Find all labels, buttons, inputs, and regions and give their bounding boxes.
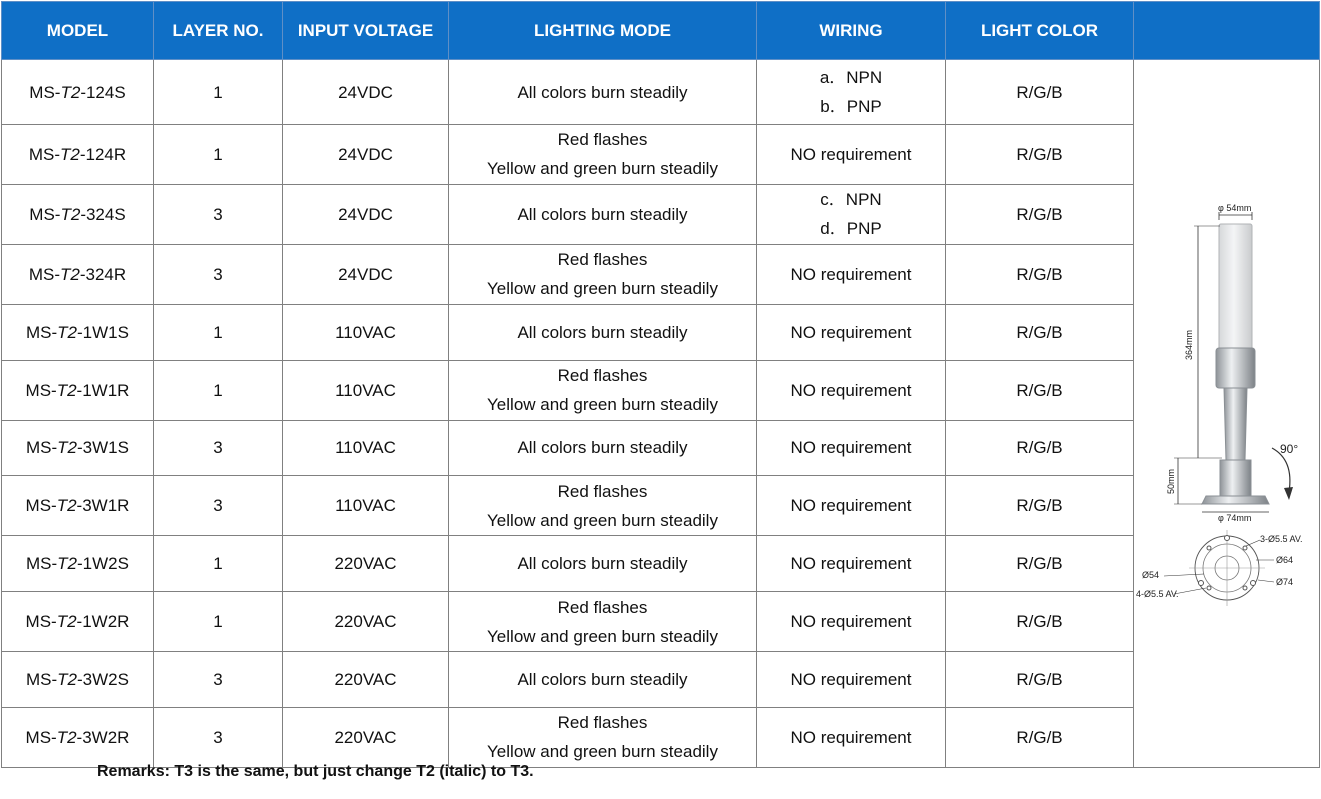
model-cell	[2, 184, 154, 244]
model-prefix: MS-	[25, 496, 57, 516]
wiring-line: NO requirement	[790, 438, 912, 458]
lighting-mode-line: Yellow and green burn steadily	[487, 279, 718, 299]
voltage-cell: 110VAC	[283, 420, 449, 476]
model-prefix: MS-	[29, 82, 61, 102]
header-layer: LAYER NO.	[154, 2, 283, 60]
table-row	[2, 652, 1320, 708]
lighting-mode-line: Red flashes	[557, 597, 648, 617]
dim-height-label: 364mm	[1184, 329, 1194, 360]
dim-base-label: φ 74mm	[1218, 513, 1252, 523]
wiring-line: NO requirement	[790, 670, 912, 690]
model-cell	[2, 476, 154, 536]
wiring-cell	[757, 244, 946, 304]
base-d74-label: Ø74	[1276, 577, 1294, 587]
lighting-mode-cell	[449, 184, 757, 244]
model-series: T2	[56, 380, 77, 400]
light-color-cell: R/G/B	[946, 536, 1134, 592]
model-prefix: MS-	[25, 380, 57, 400]
wiring-line: NO requirement	[790, 380, 912, 400]
voltage-cell: 24VDC	[283, 60, 449, 125]
model-cell	[2, 244, 154, 304]
lighting-mode-line: Red flashes	[557, 713, 648, 733]
voltage-cell: 110VAC	[283, 304, 449, 360]
lighting-mode-cell	[449, 476, 757, 536]
wiring-cell	[757, 476, 946, 536]
tower-pole	[1224, 388, 1247, 460]
wiring-line: a．NPN	[819, 68, 883, 87]
tower-base	[1220, 460, 1251, 496]
tower-light-tube	[1219, 224, 1252, 352]
wiring-line: NO requirement	[790, 144, 912, 164]
base-plan-view	[1164, 530, 1274, 606]
model-suffix: -3W1S	[77, 438, 129, 458]
model-cell	[2, 707, 154, 767]
model-series: T2	[56, 727, 77, 747]
signal-tower-drawing	[1134, 60, 1320, 758]
wiring-cell	[757, 652, 946, 708]
layer-cell: 1	[154, 592, 283, 652]
base-d54-label: Ø54	[1142, 570, 1160, 580]
model-cell	[2, 652, 154, 708]
light-color-cell: R/G/B	[946, 360, 1134, 420]
voltage-cell: 220VAC	[283, 652, 449, 708]
header-voltage: INPUT VOLTAGE	[283, 2, 449, 60]
wiring-cell	[757, 420, 946, 476]
model-cell	[2, 304, 154, 360]
table-row	[2, 360, 1320, 420]
lighting-mode-cell	[449, 536, 757, 592]
table-row	[2, 476, 1320, 536]
lighting-mode-line: All colors burn steadily	[517, 322, 688, 342]
voltage-cell: 220VAC	[283, 707, 449, 767]
lighting-mode-line: Yellow and green burn steadily	[487, 742, 718, 762]
light-color-cell: R/G/B	[946, 420, 1134, 476]
table-row	[2, 707, 1320, 767]
base-d64-label: Ø64	[1276, 555, 1294, 565]
model-series: T2	[56, 496, 77, 516]
tower-collar	[1216, 348, 1255, 388]
voltage-cell: 110VAC	[283, 360, 449, 420]
lighting-mode-line: Yellow and green burn steadily	[487, 395, 718, 415]
lighting-mode-cell	[449, 360, 757, 420]
wiring-line: NO requirement	[790, 727, 912, 747]
table-body	[2, 60, 1320, 768]
model-suffix: -124R	[79, 144, 127, 164]
wiring-line: c．NPN	[820, 190, 882, 210]
remarks-note: Remarks: T3 is the same, but just change T2 (italic) to T3.	[97, 763, 534, 780]
table-row	[2, 125, 1320, 185]
model-suffix: -324S	[80, 204, 126, 224]
angle-label: 90°	[1280, 442, 1299, 456]
model-series: T2	[60, 144, 80, 164]
model-prefix: MS-	[26, 322, 58, 342]
lighting-mode-line: All colors burn steadily	[517, 670, 688, 690]
lighting-mode-line: Red flashes	[557, 366, 648, 386]
voltage-cell: 220VAC	[283, 536, 449, 592]
layer-cell: 1	[154, 536, 283, 592]
lighting-mode-cell	[449, 652, 757, 708]
light-color-cell: R/G/B	[946, 592, 1134, 652]
model-prefix: MS-	[28, 144, 60, 164]
lighting-mode-line: All colors burn steadily	[517, 554, 688, 574]
lighting-mode-cell	[449, 420, 757, 476]
voltage-cell: 24VDC	[283, 244, 449, 304]
table-row	[2, 420, 1320, 476]
header-lighting-mode: LIGHTING MODE	[449, 2, 757, 60]
wiring-cell	[757, 60, 946, 125]
model-prefix: MS-	[26, 670, 58, 690]
model-suffix: -1W2R	[76, 612, 130, 632]
table-row	[2, 244, 1320, 304]
wiring-line: b．PNP	[820, 97, 882, 116]
layer-cell: 1	[154, 304, 283, 360]
wiring-cell	[757, 592, 946, 652]
layer-cell: 3	[154, 244, 283, 304]
model-cell	[2, 60, 154, 125]
wiring-line: NO requirement	[790, 496, 912, 516]
light-color-cell: R/G/B	[946, 707, 1134, 767]
header-model: MODEL	[2, 2, 154, 60]
model-series: T2	[57, 438, 78, 458]
header-light-color: LIGHT COLOR	[946, 2, 1134, 60]
model-prefix: MS-	[25, 727, 57, 747]
voltage-cell: 24VDC	[283, 184, 449, 244]
lighting-mode-cell	[449, 60, 757, 125]
layer-cell: 1	[154, 60, 283, 125]
model-suffix: -1W1S	[77, 322, 129, 342]
model-prefix: MS-	[28, 264, 60, 284]
wiring-cell	[757, 536, 946, 592]
layer-cell: 3	[154, 420, 283, 476]
table-row	[2, 60, 1320, 125]
model-suffix: -3W1R	[76, 496, 130, 516]
light-color-cell: R/G/B	[946, 652, 1134, 708]
model-suffix: -3W2S	[77, 670, 129, 690]
model-cell	[2, 536, 154, 592]
lighting-mode-line: All colors burn steadily	[517, 438, 688, 458]
dim-base-height-label: 50mm	[1166, 468, 1176, 494]
lighting-mode-cell	[449, 125, 757, 185]
lighting-mode-cell	[449, 592, 757, 652]
model-series: T2	[60, 82, 81, 102]
wiring-line: NO requirement	[790, 322, 912, 342]
model-prefix: MS-	[26, 554, 58, 574]
layer-cell: 3	[154, 184, 283, 244]
table-row	[2, 536, 1320, 592]
model-suffix: -1W1R	[76, 380, 130, 400]
base-holes-left-label: 4-Ø5.5 AV.	[1136, 589, 1179, 599]
model-suffix: -324R	[79, 264, 127, 284]
model-series: T2	[60, 204, 81, 224]
base-holes-top-label: 3-Ø5.5 AV.	[1260, 534, 1303, 544]
wiring-cell	[757, 304, 946, 360]
table-row	[2, 592, 1320, 652]
lighting-mode-line: Yellow and green burn steadily	[487, 159, 718, 179]
model-series: T2	[57, 554, 78, 574]
header-drawing	[1134, 2, 1320, 60]
wiring-line: d．PNP	[820, 219, 882, 239]
voltage-cell: 220VAC	[283, 592, 449, 652]
light-color-cell: R/G/B	[946, 244, 1134, 304]
header-wiring: WIRING	[757, 2, 946, 60]
wiring-line: NO requirement	[790, 612, 912, 632]
lighting-mode-line: Red flashes	[557, 130, 648, 150]
drawing-cell	[1134, 60, 1320, 768]
lighting-mode-cell	[449, 304, 757, 360]
tower-flange	[1202, 496, 1269, 504]
model-series: T2	[57, 322, 78, 342]
header-row	[2, 2, 1320, 60]
voltage-cell: 24VDC	[283, 125, 449, 185]
layer-cell: 1	[154, 360, 283, 420]
lighting-mode-cell	[449, 707, 757, 767]
wiring-cell	[757, 184, 946, 244]
wiring-cell	[757, 707, 946, 767]
layer-cell: 3	[154, 476, 283, 536]
lighting-mode-line: All colors burn steadily	[517, 82, 688, 102]
model-cell	[2, 420, 154, 476]
layer-cell: 3	[154, 652, 283, 708]
model-suffix: -124S	[80, 82, 126, 102]
model-prefix: MS-	[29, 204, 61, 224]
model-prefix: MS-	[25, 612, 57, 632]
lighting-mode-line: Yellow and green burn steadily	[487, 626, 718, 646]
lighting-mode-line: Red flashes	[557, 250, 648, 270]
wiring-line: NO requirement	[790, 554, 912, 574]
light-color-cell: R/G/B	[946, 60, 1134, 125]
light-color-cell: R/G/B	[946, 476, 1134, 536]
model-cell	[2, 125, 154, 185]
table-row	[2, 304, 1320, 360]
lighting-mode-cell	[449, 244, 757, 304]
model-cell	[2, 360, 154, 420]
dim-top-label: φ 54mm	[1218, 203, 1252, 213]
wiring-cell	[757, 360, 946, 420]
model-prefix: MS-	[26, 438, 58, 458]
spec-table	[1, 1, 1320, 768]
model-series: T2	[57, 670, 78, 690]
model-suffix: -3W2R	[76, 727, 130, 747]
light-color-cell: R/G/B	[946, 125, 1134, 185]
model-cell	[2, 592, 154, 652]
model-series: T2	[60, 264, 80, 284]
lighting-mode-line: Red flashes	[557, 481, 648, 501]
model-suffix: -1W2S	[77, 554, 129, 574]
wiring-cell	[757, 125, 946, 185]
table-row	[2, 184, 1320, 244]
wiring-line: NO requirement	[790, 264, 912, 284]
layer-cell: 1	[154, 125, 283, 185]
layer-cell: 3	[154, 707, 283, 767]
voltage-cell: 110VAC	[283, 476, 449, 536]
light-color-cell: R/G/B	[946, 304, 1134, 360]
model-series: T2	[56, 612, 77, 632]
lighting-mode-line: Yellow and green burn steadily	[487, 510, 718, 530]
light-color-cell: R/G/B	[946, 184, 1134, 244]
lighting-mode-line: All colors burn steadily	[517, 204, 688, 224]
